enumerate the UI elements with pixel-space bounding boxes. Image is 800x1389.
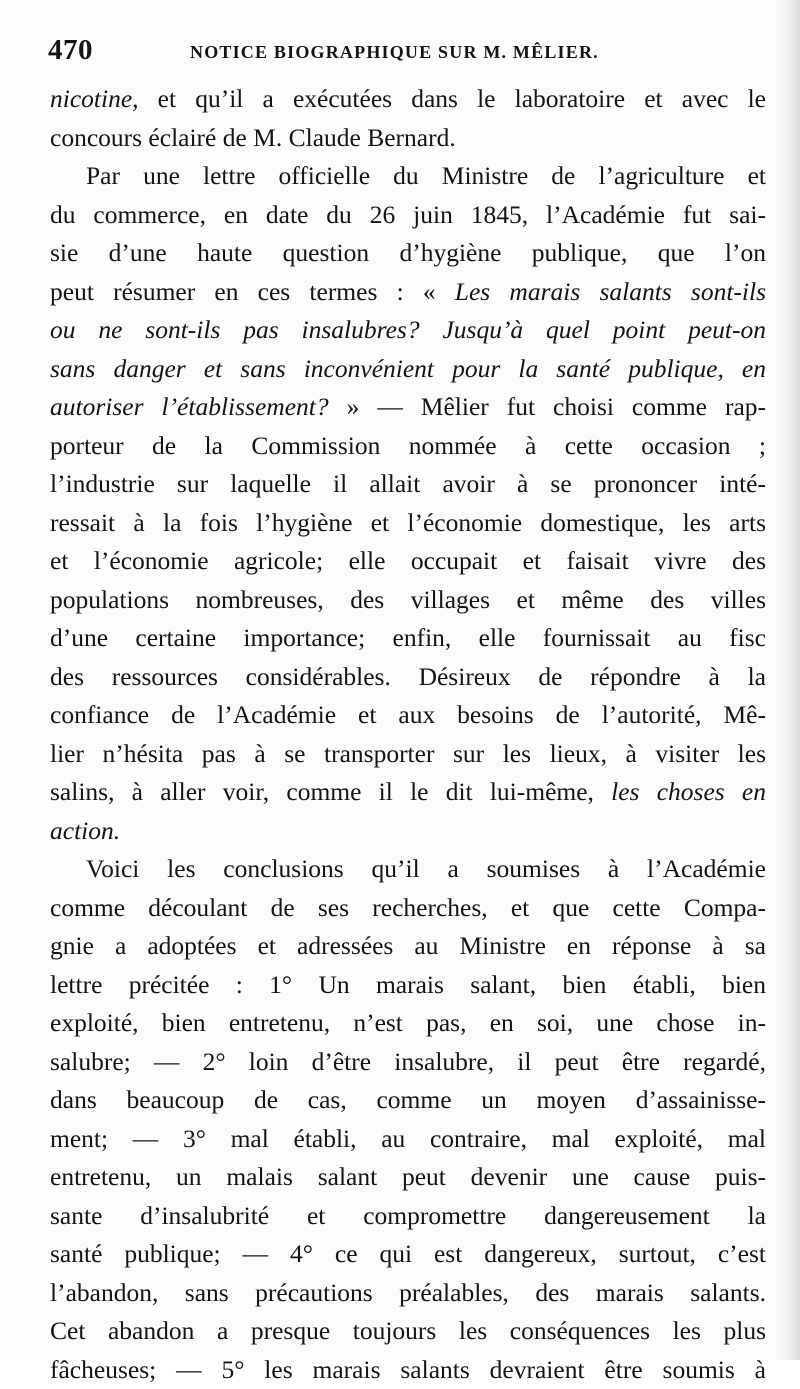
roman-text: du commerce, en date du 26 juin 1845, l’Académie fut sai- xyxy=(50,200,766,229)
italic-text: autoriser l’établissement? xyxy=(50,392,329,421)
roman-text: dans beaucoup de cas, comme un moyen d’assainisse- xyxy=(50,1085,766,1114)
roman-text: et l’économie agricole; elle occupait et faisait vivre des xyxy=(50,546,766,575)
roman-text: Cet abandon a presque toujours les conséquences les plus xyxy=(50,1316,766,1345)
text-line xyxy=(50,1274,766,1313)
roman-text: comme découlant de ses recherches, et que cette Compa- xyxy=(50,893,766,922)
roman-text: peut résumer en ces termes : « xyxy=(50,277,455,306)
roman-text: santé publique; — 4° ce qui est dangereux, surtout, c’est xyxy=(50,1239,766,1268)
text-line xyxy=(50,1043,766,1082)
text-line xyxy=(50,812,766,851)
page-header xyxy=(48,34,760,74)
roman-text: fâcheuses; — 5° les marais salants devraient être soumis à xyxy=(50,1355,766,1384)
roman-text: porteur de la Commission nommée à cette occasion ; xyxy=(50,431,766,460)
text-line xyxy=(50,966,766,1005)
roman-text: » — Mêlier fut choisi comme rap- xyxy=(329,392,766,421)
text-line xyxy=(50,1351,766,1389)
text-line xyxy=(50,773,766,812)
roman-text: gnie a adoptées et adressées au Ministre en réponse à sa xyxy=(50,931,766,960)
text-line xyxy=(50,927,766,966)
roman-text: salins, à aller voir, comme il le dit lui-même, xyxy=(50,777,611,806)
italic-text: Les marais salants sont-ils xyxy=(455,277,766,306)
roman-text: l’abandon, sans précautions préalables, des marais salants. xyxy=(50,1278,766,1307)
roman-text: Par une lettre officielle du Ministre de l’agriculture et xyxy=(86,161,766,190)
text-line xyxy=(50,273,766,312)
roman-text: confiance de l’Académie et aux besoins de l’autorité, Mê- xyxy=(50,700,766,729)
body-text xyxy=(50,80,766,1389)
text-line xyxy=(50,465,766,504)
roman-text: d’une certaine importance; enfin, elle fournissait au fisc xyxy=(50,623,766,652)
italic-text: sans danger et sans inconvénient pour la santé publique, en xyxy=(50,354,766,383)
roman-text: ressait à la fois l’hygiène et l’économie domestique, les arts xyxy=(50,508,766,537)
text-line xyxy=(50,735,766,774)
text-line xyxy=(50,889,766,928)
text-line xyxy=(50,388,766,427)
roman-text: populations nombreuses, des villages et même des villes xyxy=(50,585,766,614)
roman-text: sante d’insalubrité et compromettre dangereusement la xyxy=(50,1201,766,1230)
roman-text: des ressources considérables. Désireux de répondre à la xyxy=(50,662,766,691)
text-line xyxy=(50,119,766,158)
text-line xyxy=(50,581,766,620)
roman-text: Voici les conclusions qu’il a soumises à l’Académie xyxy=(86,854,766,883)
text-line xyxy=(50,1197,766,1236)
roman-text: concours éclairé de M. Claude Bernard. xyxy=(50,123,456,152)
text-line xyxy=(50,658,766,697)
text-line xyxy=(50,427,766,466)
roman-text: entretenu, un malais salant peut devenir une cause puis- xyxy=(50,1162,766,1191)
text-line xyxy=(50,1235,766,1274)
roman-text: ment; — 3° mal établi, au contraire, mal exploité, mal xyxy=(50,1124,766,1153)
text-line xyxy=(50,850,766,889)
text-line xyxy=(50,696,766,735)
text-line xyxy=(50,542,766,581)
roman-text: lier n’hésita pas à se transporter sur les lieux, à visiter les xyxy=(50,739,766,768)
italic-text: ou ne sont-ils pas insalubres? Jusqu’à quel point peut-on xyxy=(50,315,766,344)
roman-text: et qu’il a exécutées dans le laboratoire et avec le xyxy=(139,84,766,113)
italic-text: les choses en xyxy=(611,777,766,806)
text-line xyxy=(50,1312,766,1351)
text-line xyxy=(50,350,766,389)
text-line xyxy=(50,196,766,235)
text-line xyxy=(50,157,766,196)
text-line xyxy=(50,619,766,658)
text-line xyxy=(50,504,766,543)
roman-text: lettre précitée : 1° Un marais salant, bien établi, bien xyxy=(50,970,766,999)
roman-text: sie d’une haute question d’hygiène publique, que l’on xyxy=(50,238,766,267)
text-line xyxy=(50,80,766,119)
roman-text: salubre; — 2° loin d’être insalubre, il peut être regardé, xyxy=(50,1047,766,1076)
text-line xyxy=(50,1158,766,1197)
text-line xyxy=(50,1081,766,1120)
text-line xyxy=(50,1120,766,1159)
page-edge-shadow xyxy=(774,0,800,1360)
italic-text: nicotine, xyxy=(50,84,139,113)
text-line xyxy=(50,1004,766,1043)
roman-text: exploité, bien entretenu, n’est pas, en soi, une chose in- xyxy=(50,1008,766,1037)
italic-text: action. xyxy=(50,816,120,845)
running-title: NOTICE BIOGRAPHIQUE SUR M. MÊLIER. xyxy=(190,42,599,63)
text-line xyxy=(50,311,766,350)
page-number: 470 xyxy=(48,34,93,67)
text-line xyxy=(50,234,766,273)
roman-text: l’industrie sur laquelle il allait avoir à se prononcer inté- xyxy=(50,469,766,498)
